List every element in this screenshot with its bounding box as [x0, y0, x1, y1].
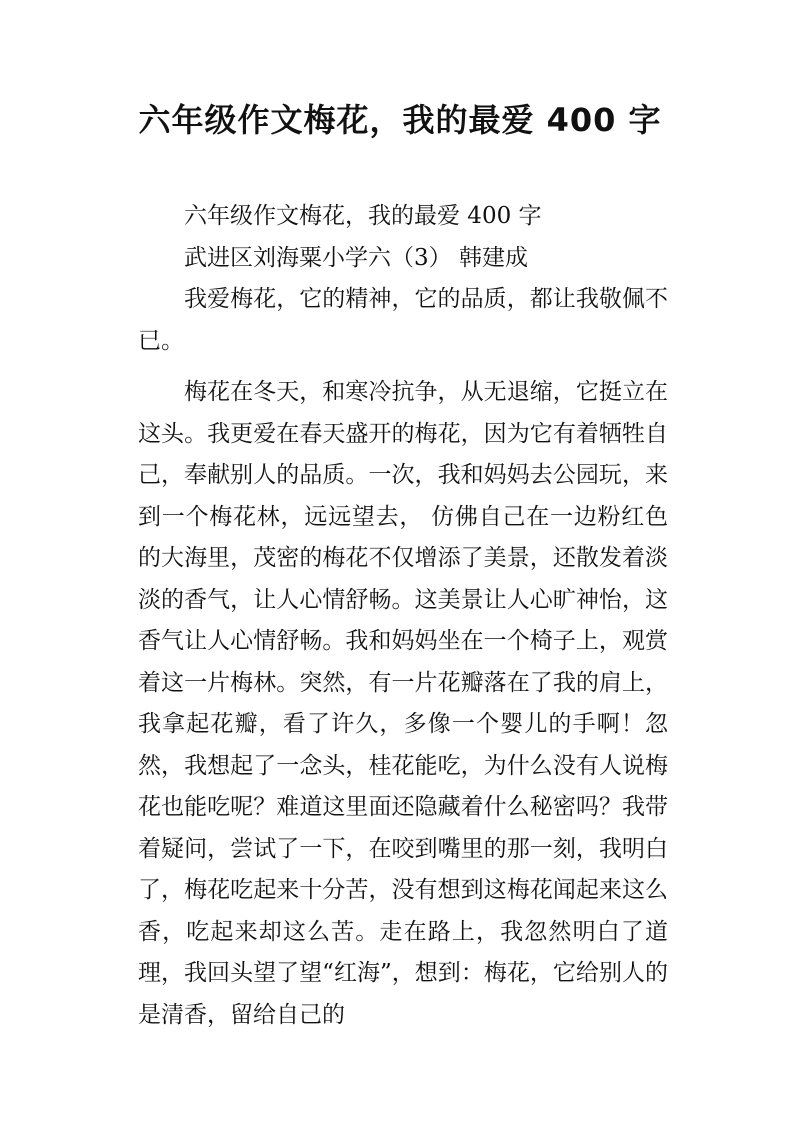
paragraph-intro: 我爱梅花，它的精神，它的品质，都让我敬佩不已。 — [138, 286, 668, 354]
author-line: 武进区刘海粟小学六（3） 韩建成 — [184, 244, 528, 271]
paragraph-main: 梅花在冬天，和寒冷抗争，从无退缩，它挺立在这头。我更爱在春天盛开的梅花，因为它有着牺牲自己，奉献别人的品质。一次，我和妈妈去公园玩，来到一个梅花林，远远望去， 仿佛自己在一边粉红色的大海里，茂密的梅花不仅增添了美景，还散发着淡淡的香气，让人心情舒畅。这美景让人心旷神怡，这香气让人心情舒畅。我和妈妈坐在一个椅子上，观赏着这一片梅林。突然，有一片花瓣落在了我的肩上，我拿起花瓣，看了许久，多像一个婴儿的手啊！忽然，我想起了一念头，桂花能吃，为什么没有人说梅花也能吃呢？难道这里面还隐藏着什么秘密吗？我带着疑问，尝试了一下，在咬到嘴里的那一刻，我明白了，梅花吃起来十分苦，没有想到这梅花闻起来这么香，吃起来却这么苦。走在路上，我忽然明白了道理，我回头望了望“红海”，想到：梅花，它给别人的是清香，留给自己的 — [138, 379, 668, 1028]
document-body — [138, 196, 668, 1036]
subtitle-line: 六年级作文梅花，我的最爱 400 字 — [184, 203, 542, 229]
document-title: 六年级作文梅花，我的最爱 400 字 — [138, 101, 662, 139]
